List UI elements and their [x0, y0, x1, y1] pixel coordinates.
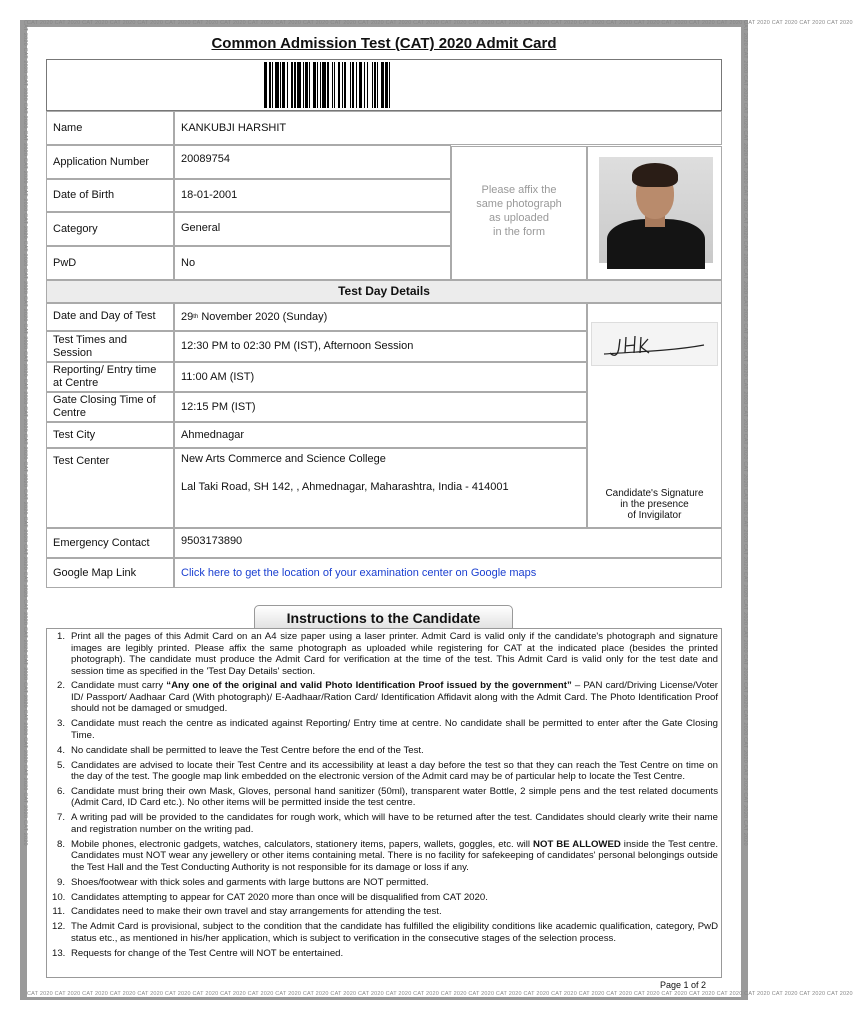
instruction-text: [71, 839, 718, 874]
instruction-item: [52, 906, 718, 918]
instructions-heading: Instructions to the Candidate: [254, 605, 513, 629]
signature-cell: [587, 303, 722, 528]
test-date-day: 29: [181, 310, 194, 323]
watermark-right: CAT 2020 CAT 2020 CAT 2020 CAT 2020 CAT 2020 CAT 2020 CAT 2020 CAT 2020 CAT 2020 CAT 2020 CAT 2020 CAT 2020 CAT 2020 CAT 2020 CAT 2020 CAT 2020 CAT 2020 CAT 2020 CAT 2020 CAT 2020 CAT 2020 CAT 2020 CAT 2020 CAT 2020 CAT 2020 CAT 2020 CAT 2020 CAT 2020 CAT 2020 CAT 2020: [742, 20, 748, 846]
pwd-value: No: [174, 246, 451, 280]
instruction-item: [52, 877, 718, 889]
instruction-item: [52, 745, 718, 757]
name-value: KANKUBJI HARSHIT: [174, 111, 722, 145]
google-map-cell: [174, 558, 722, 588]
instruction-text: Shoes/footwear with thick soles and garments with large buttons are NOT permitted.: [71, 876, 429, 888]
instruction-text-post: – PAN card/Driving License/Voter ID/ Passport/ Aadhaar Card (With photograph)/ E-Aadhaar/Ration Card/ Identification Affidavit along with the Admit Card. The Photo Identification Proof should not be damaged or smudged.: [71, 680, 718, 715]
category-value: General: [174, 212, 451, 246]
reporting-time-label: Reporting/ Entry time at Centre: [46, 362, 174, 392]
dob-value: 18-01-2001: [174, 179, 451, 212]
instruction-item: [52, 892, 718, 904]
instruction-number: 9.: [56, 876, 65, 888]
instruction-text: Candidates are advised to locate their Test Centre and its accessibility at least a day before the test so that they can reach the Test Centre on time on the day of the test. The google map link embedded on the electronic version of the Admit card may be of particular help to locate the Test Centre.: [71, 759, 718, 783]
test-center-label: Test Center: [46, 448, 174, 528]
instruction-text: Requests for change of the Test Centre will NOT be entertained.: [71, 947, 344, 959]
instruction-item: [52, 948, 718, 960]
instruction-text: Candidate must reach the centre as indicated against Reporting/ Entry time at centre. No candidate shall be permitted to enter after the Gate Closing Time.: [71, 718, 718, 741]
test-center-address: Lal Taki Road, SH 142, , Ahmednagar, Maharashtra, India - 414001: [181, 481, 509, 493]
pwd-label: PwD: [46, 246, 174, 280]
test-date-rest: November 2020 (Sunday): [198, 310, 328, 323]
instruction-number: 11.: [52, 906, 65, 918]
instruction-number: 5.: [56, 759, 65, 771]
reporting-time-value: 11:00 AM (IST): [174, 362, 587, 392]
test-center-value: [174, 448, 587, 528]
signature-caption-2: in the presence: [620, 499, 689, 510]
instruction-number: 12.: [52, 921, 66, 933]
category-label: Category: [46, 212, 174, 246]
instruction-item: [52, 839, 718, 874]
affix-line-4: in the form: [493, 226, 545, 238]
application-number-label: Application Number: [46, 145, 174, 179]
page-number: Page 1 of 2: [660, 980, 707, 990]
name-label: Name: [46, 111, 174, 145]
instruction-text-pre: Mobile phones, electronic gadgets, watches, calculators, stationery items, papers, wallets, goggles, etc. will: [71, 838, 534, 850]
watermark-top: CAT 2020 CAT 2020 CAT 2020 CAT 2020 CAT 2020 CAT 2020 CAT 2020 CAT 2020 CAT 2020 CAT 2020 CAT 2020 CAT 2020 CAT 2020 CAT 2020 CAT 2020 CAT 2020 CAT 2020 CAT 2020 CAT 2020 CAT 2020 CAT 2020 CAT 2020 CAT 2020 CAT 2020 CAT 2020 CAT 2020 CAT 2020 CAT 2020 CAT 2020 CAT 2020: [27, 20, 853, 26]
emergency-contact-label: Emergency Contact: [46, 528, 174, 558]
instruction-number: 10.: [52, 891, 66, 903]
instructions-list: [52, 631, 718, 963]
instruction-text-bold: “Any one of the original and valid Photo Identification Proof issued by the government”: [166, 680, 572, 692]
test-day-heading: Test Day Details: [46, 280, 722, 303]
candidate-photo: [599, 157, 713, 263]
watermark-left: CAT 2020 CAT 2020 CAT 2020 CAT 2020 CAT 2020 CAT 2020 CAT 2020 CAT 2020 CAT 2020 CAT 2020 CAT 2020 CAT 2020 CAT 2020 CAT 2020 CAT 2020 CAT 2020 CAT 2020 CAT 2020 CAT 2020 CAT 2020 CAT 2020 CAT 2020 CAT 2020 CAT 2020 CAT 2020 CAT 2020 CAT 2020 CAT 2020 CAT 2020 CAT 2020: [22, 20, 28, 846]
barcode: [264, 62, 504, 108]
signature-caption-1: Candidate's Signature: [605, 488, 704, 499]
test-city-value: Ahmednagar: [174, 422, 587, 448]
signature-caption-3: of Invigilator: [627, 510, 682, 521]
affix-line-1: Please affix the: [481, 184, 557, 196]
test-date-suffix: th: [193, 313, 199, 320]
test-date-label: Date and Day of Test: [46, 303, 174, 331]
instruction-text-post: inside the Test centre. Candidates must NOT wear any jewellery or other items containing metal. There is no facility for safekeeping of candidates' personal belongings outside the Test Hall and the Test Conducting Authority is not responsible for its damage or loss if any.: [71, 838, 719, 873]
google-map-link[interactable]: Click here to get the location of your examination center on Google maps: [181, 566, 537, 579]
candidate-signature: [591, 322, 718, 366]
instruction-number: 2.: [56, 680, 65, 692]
affix-line-2: same photograph: [476, 198, 562, 210]
instruction-number: 1.: [56, 631, 65, 642]
gate-closing-label: Gate Closing Time of Centre: [46, 392, 174, 422]
test-times-value: 12:30 PM to 02:30 PM (IST), Afternoon Session: [174, 331, 587, 362]
watermark-bottom: CAT 2020 CAT 2020 CAT 2020 CAT 2020 CAT 2020 CAT 2020 CAT 2020 CAT 2020 CAT 2020 CAT 2020 CAT 2020 CAT 2020 CAT 2020 CAT 2020 CAT 2020 CAT 2020 CAT 2020 CAT 2020 CAT 2020 CAT 2020 CAT 2020 CAT 2020 CAT 2020 CAT 2020 CAT 2020 CAT 2020 CAT 2020 CAT 2020 CAT 2020 CAT 2020: [27, 991, 853, 997]
instruction-number: 3.: [56, 718, 65, 730]
test-city-label: Test City: [46, 422, 174, 448]
instruction-item: [52, 921, 718, 944]
instruction-text-pre: Candidate must carry: [71, 680, 167, 692]
instruction-text: Candidates attempting to appear for CAT 2020 more than once will be disqualified from CAT 2020.: [71, 891, 488, 903]
instruction-number: 13.: [52, 947, 66, 959]
dob-label: Date of Birth: [46, 179, 174, 212]
instruction-text: Candidates need to make their own travel and stay arrangements for attending the test.: [71, 906, 442, 918]
signature-caption: [588, 488, 721, 521]
instruction-number: 6.: [56, 785, 65, 797]
google-map-label: Google Map Link: [46, 558, 174, 588]
candidate-photo-cell: [587, 146, 722, 280]
test-times-label: Test Times and Session: [46, 331, 174, 362]
instruction-number: 4.: [56, 744, 65, 756]
instruction-number: 8.: [56, 838, 65, 850]
instruction-item: [52, 680, 718, 715]
instruction-text: A writing pad will be provided to the candidates for rough work, which will have to be returned after the test. Candidates should clearly write their name and registration number on the writing pad.: [71, 812, 718, 835]
page-title: Common Admission Test (CAT) 2020 Admit Card: [211, 35, 557, 52]
emergency-contact-value: 9503173890: [174, 528, 722, 558]
instruction-text: Candidate must bring their own Mask, Gloves, personal hand sanitizer (50ml), transparent water Bottle, 2 simple pens and the test related documents (Admit Card, ID Card etc.). No other items will be permitted inside the test centre.: [71, 785, 718, 809]
instruction-text: No candidate shall be permitted to leave the Test Centre before the end of the Test.: [71, 744, 424, 756]
instruction-text: [71, 680, 718, 715]
instruction-text-bold: NOT BE ALLOWED: [533, 838, 621, 850]
instruction-text: The Admit Card is provisional, subject to the condition that the candidate has fulfilled the eligibility conditions like academic qualification, category, PwD status etc., as mentioned in his/her application, which is subject to verification in the consecutive stages of the selection process.: [71, 921, 718, 944]
gate-closing-value: 12:15 PM (IST): [174, 392, 587, 422]
instruction-item: [52, 631, 718, 677]
affix-line-3: as uploaded: [489, 212, 549, 224]
instruction-item: [52, 786, 718, 809]
test-date-value: [174, 303, 587, 331]
application-number-value: 20089754: [174, 145, 451, 179]
instruction-text: Print all the pages of this Admit Card on an A4 size paper using a laser printer. Admit Card is valid only if the candidate's photograph and signature images are legibly printed. Please affix the same photograph as uploaded while registering for CAT at the indicated place (besides the printed photograph). The candidate must produce the Admit Card for verification at the time of the test. This Admit Card is valid only for the test date and session time as specified in the 'Test Day Details' section.: [71, 631, 718, 677]
instruction-item: [52, 812, 718, 835]
instruction-item: [52, 718, 718, 741]
affix-photo-note: [451, 146, 587, 280]
instruction-number: 7.: [56, 812, 65, 824]
test-center-name: New Arts Commerce and Science College: [181, 453, 386, 465]
instruction-item: [52, 760, 718, 783]
